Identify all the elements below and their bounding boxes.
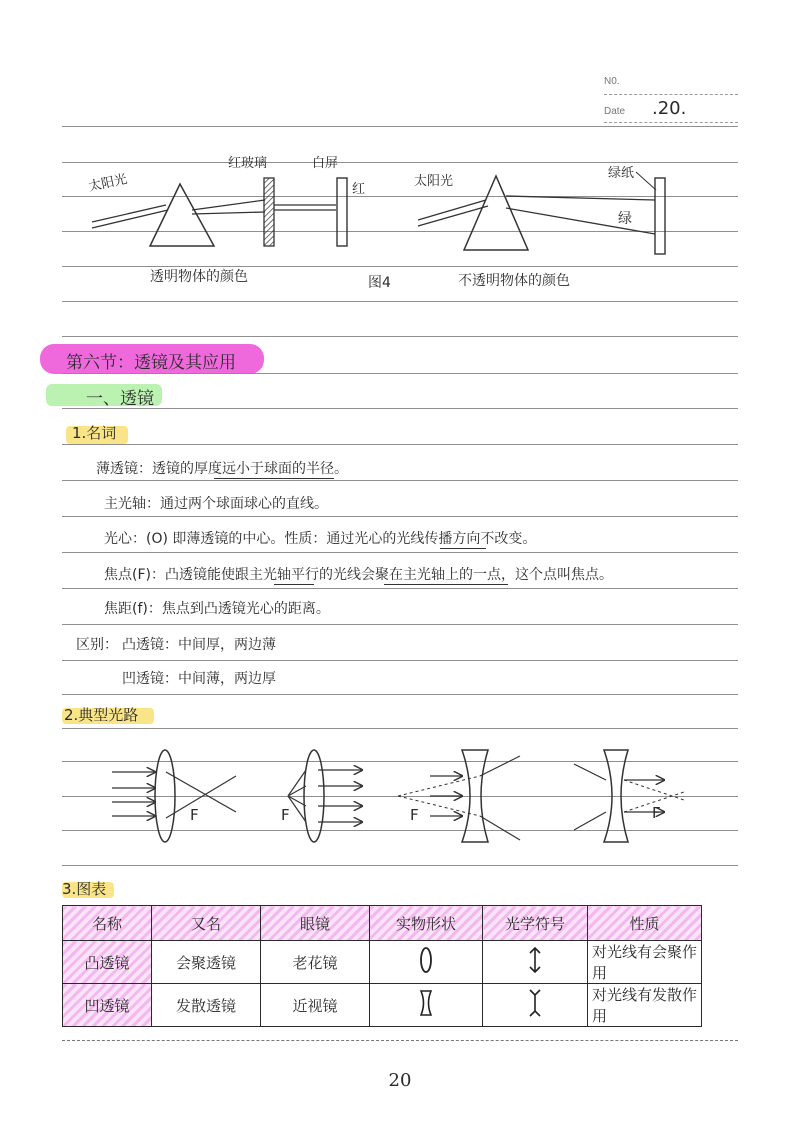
left-caption: 透明物体的颜色: [150, 269, 248, 285]
term-thin-lens: 薄透镜：透镜的厚度远小于球面的半径。: [96, 461, 348, 477]
green-paper-label: 绿纸: [608, 166, 635, 181]
underline: [440, 548, 486, 549]
term-optical-center: 光心：(O) 即薄透镜的中心。性质：通过光心的光线传播方向不改变。: [104, 531, 537, 547]
cell-alias: 会聚透镜: [152, 941, 261, 984]
convex-parallel-diagram: [288, 750, 362, 842]
focus-label-4: F: [652, 804, 661, 822]
cell-glasses: 老花镜: [261, 941, 370, 984]
red-glass-label: 红玻璃: [228, 156, 268, 171]
concave-diverging-diagram: [398, 750, 520, 842]
prism-left: [150, 184, 214, 246]
rule-line: [62, 1040, 738, 1041]
green-label: 绿: [618, 211, 632, 227]
section-title: 第六节：透镜及其应用: [66, 353, 236, 373]
red-glass-plate: [264, 178, 274, 246]
header-glasses: 眼镜: [261, 906, 370, 941]
rule-line: [62, 660, 738, 661]
part3-title: 3.图表: [62, 880, 107, 898]
subsection-title: 一、透镜: [86, 389, 154, 409]
rule-line: [62, 336, 738, 337]
focus-label-1: F: [190, 806, 199, 824]
header-symbol: 光学符号: [483, 906, 588, 941]
rule-line: [62, 624, 738, 625]
part1-title: 1.名词: [72, 424, 117, 442]
cell-alias: 发散透镜: [152, 984, 261, 1027]
rule-line: [62, 480, 738, 481]
rule-line: [62, 301, 738, 302]
table-header-row: [63, 906, 702, 941]
header-name: 名称: [63, 906, 152, 941]
header-alias: 又名: [152, 906, 261, 941]
concave-focus-diagram: [574, 750, 684, 842]
ray-diagrams: [0, 740, 800, 860]
white-screen: [337, 178, 347, 246]
red-label: 红: [352, 182, 366, 197]
prism-right: [464, 176, 528, 250]
date-label: Date: [604, 106, 626, 117]
rule-line: [62, 865, 738, 866]
date-value: .20.: [652, 98, 687, 119]
figure-caption: 图4: [368, 275, 391, 291]
rule-line: [62, 516, 738, 517]
table-row: [63, 984, 702, 1027]
concave-symbol-icon: [527, 988, 543, 1018]
page-number: 20: [388, 1070, 412, 1091]
underline: [214, 478, 334, 479]
convex-converging-diagram: [112, 750, 236, 842]
term-focus: 焦点(F)：凸透镜能使跟主光轴平行的光线会聚在主光轴上的一点，这个点叫焦点。: [104, 567, 613, 583]
convex-shape-icon: [419, 946, 433, 974]
convex-difference: 凸透镜：中间厚，两边薄: [122, 637, 276, 653]
no-label: N0.: [604, 76, 620, 87]
cell-name: 凸透镜: [63, 941, 152, 984]
left-sunlight-label: 太阳光: [87, 172, 129, 195]
header-property: 性质: [588, 906, 702, 941]
rule-line: [62, 552, 738, 553]
header-shape: 实物形状: [370, 906, 483, 941]
cell-shape: [370, 984, 483, 1027]
color-experiment-figure: [0, 0, 800, 300]
right-sunlight-label: 太阳光: [414, 174, 454, 189]
term-principal-axis: 主光轴：通过两个球面球心的直线。: [104, 496, 328, 512]
underline: [384, 584, 508, 585]
green-paper: [655, 178, 665, 254]
part2-title: 2.典型光路: [64, 706, 139, 724]
table-row: [63, 941, 702, 984]
cell-symbol: [483, 984, 588, 1027]
cell-property: 对光线有会聚作用: [588, 941, 702, 984]
cell-glasses: 近视镜: [261, 984, 370, 1027]
difference-label: 区别：: [76, 637, 118, 653]
cell-name: 凹透镜: [63, 984, 152, 1027]
white-screen-label: 白屏: [312, 156, 339, 171]
concave-difference: 凹透镜：中间薄，两边厚: [122, 671, 276, 687]
lens-comparison-table: [62, 905, 702, 1027]
cell-property: 对光线有发散作用: [588, 984, 702, 1027]
concave-shape-icon: [419, 989, 433, 1017]
rule-line: [62, 408, 738, 409]
rule-line: [62, 588, 738, 589]
focus-label-3: F: [410, 806, 419, 824]
underline: [274, 584, 314, 585]
cell-shape: [370, 941, 483, 984]
convex-symbol-icon: [527, 945, 543, 975]
rule-line: [62, 728, 738, 729]
cell-symbol: [483, 941, 588, 984]
rule-line: [62, 694, 738, 695]
right-caption: 不透明物体的颜色: [458, 273, 570, 289]
term-focal-length: 焦距(f)：焦点到凸透镜光心的距离。: [104, 601, 330, 617]
focus-label-2: F: [281, 806, 290, 824]
rule-line: [62, 444, 738, 445]
